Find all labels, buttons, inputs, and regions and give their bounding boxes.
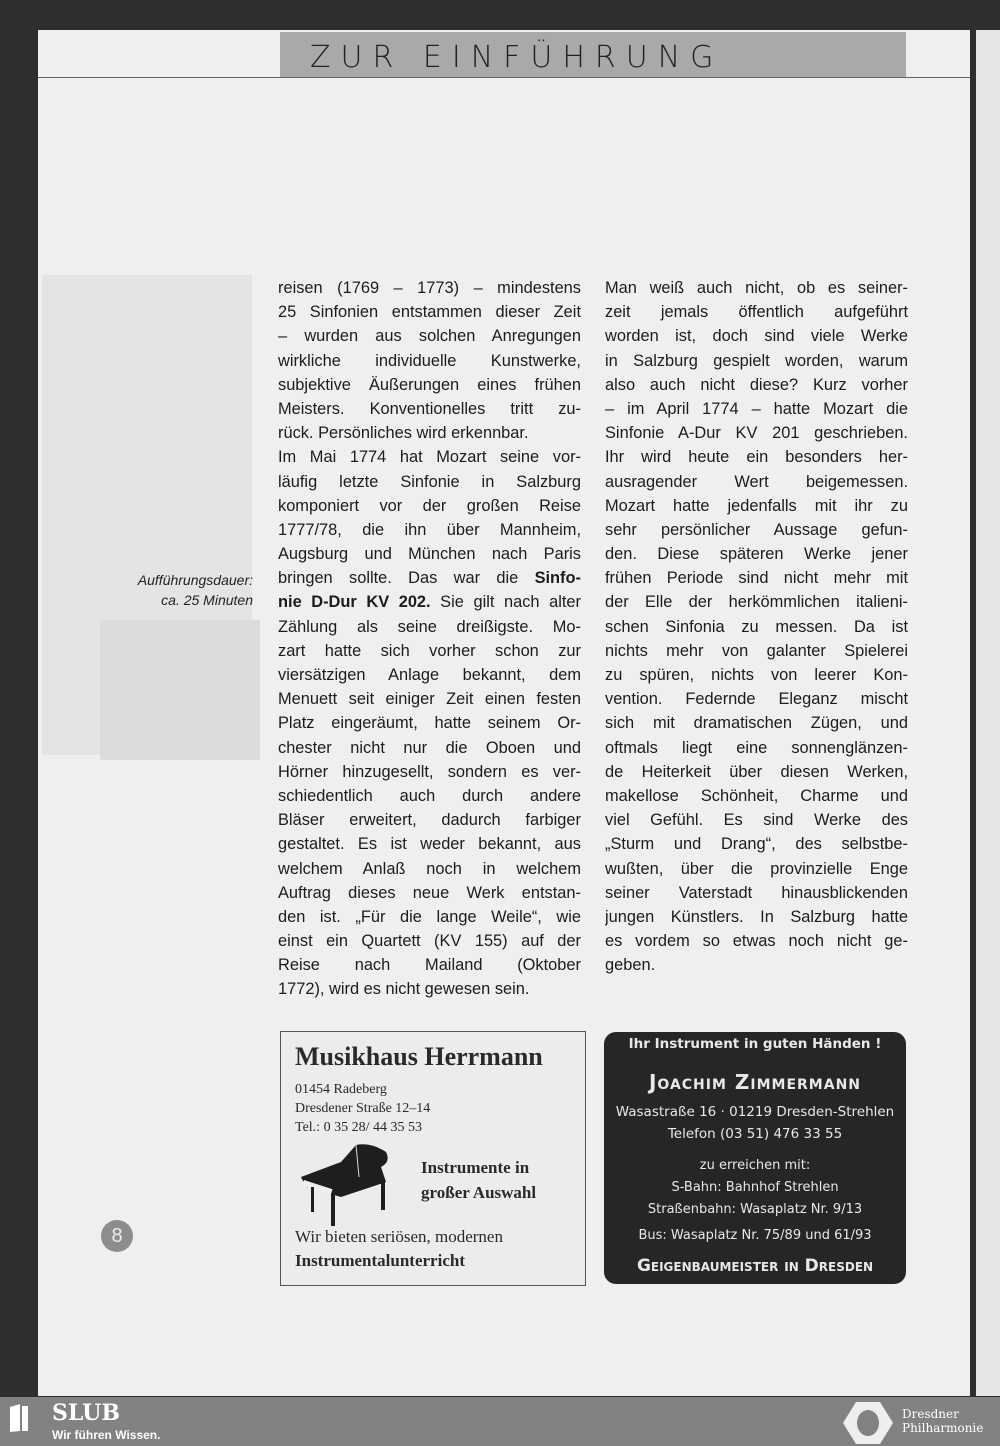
text-line (278, 494, 581, 518)
footer-bar (0, 1397, 1000, 1446)
section-header (280, 32, 906, 77)
text-segment: chester nicht nur die Oboen und (278, 738, 581, 757)
ad-reach: zu erreichen mit: (699, 1158, 811, 1173)
text-line (278, 276, 581, 300)
text-segment: viel Gefühl. Es sind Werke des (605, 811, 908, 830)
text-segment: zu spüren, nichts von leerer Kon- (605, 666, 908, 684)
text-segment: 25 Sinfonien entstammen dieser Zeit (278, 303, 581, 322)
text-segment: Ihr wird heute ein besonders her- (605, 448, 908, 467)
text-segment: Man weiß auch nicht, ob es seiner- (605, 279, 908, 297)
text-line (605, 615, 908, 639)
text-line (605, 832, 908, 856)
book-icon (8, 1403, 30, 1433)
text-segment: 1772), wird es nicht gewesen sein. (278, 980, 530, 999)
text-segment: den. Diese späteren Werke jener (605, 545, 908, 564)
text-segment: geben. (605, 956, 656, 975)
section-title: ZUR EINFÜHRUNG (310, 40, 724, 75)
text-line (278, 615, 581, 639)
text-line (278, 324, 581, 348)
text-segment: rück. Persönliches wird erkennbar. (278, 424, 529, 443)
ad-musikhaus-herrmann (280, 1031, 586, 1286)
text-line (605, 349, 908, 373)
text-line (605, 397, 908, 421)
ad-phone: Telefon (03 51) 476 33 55 (667, 1126, 843, 1142)
text-segment: worden ist, doch sind viele Werke (605, 327, 908, 346)
ad-joachim-zimmermann (604, 1032, 906, 1284)
ad-street: Dresdener Straße 12–14 (295, 1101, 431, 1116)
text-segment: Im Mai 1774 hat Mozart seine vor- (278, 448, 581, 467)
text-segment: also auch nicht diese? Kurz vorher (605, 375, 908, 394)
bold-text: nie D-Dur KV 202. (278, 593, 431, 612)
text-segment: – wurden aus solchen Anregungen (278, 327, 581, 346)
text-line (278, 373, 581, 397)
text-segment: frühen Periode sind nicht mehr mit (605, 569, 908, 588)
text-segment: der Elle der herkömmlichen italieni- (605, 593, 908, 612)
text-line (605, 808, 908, 832)
text-segment: es vordem so etwas noch nicht ge- (605, 932, 908, 951)
text-line (278, 397, 581, 421)
text-line (278, 349, 581, 373)
text-line (278, 881, 581, 905)
text-line (278, 857, 581, 881)
text-segment: Sinfonie A-Dur KV 201 geschrieben. (605, 424, 908, 443)
text-segment: 1777/78, die ihn über Mannheim, (278, 520, 581, 539)
text-segment: Meisters. Konventionelles tritt zu- (278, 399, 581, 418)
text-segment: läufig letzte Sinfonie in Salzburg (278, 472, 581, 491)
text-segment: Reise nach Mailand (Oktober (278, 956, 581, 975)
text-line (278, 590, 581, 614)
duration-value: ca. 25 Minuten (161, 592, 253, 608)
text-segment: Menuett seit einiger Zeit einen festen (278, 690, 581, 709)
text-segment: einst ein Quartett (KV 155) auf der (278, 932, 581, 951)
text-line (278, 542, 581, 566)
text-line (278, 832, 581, 856)
philharmonie-logo-icon (842, 1401, 894, 1445)
text-segment: den ist. „Für die lange Weile“, wie (278, 907, 581, 926)
text-segment: viersätzigen Anlage bekannt, dem (278, 666, 581, 684)
logo-line: Philharmonie (902, 1421, 984, 1435)
text-line (278, 929, 581, 953)
text-line (605, 373, 908, 397)
text-line (605, 566, 908, 590)
text-line (605, 590, 908, 614)
text-line (605, 276, 908, 300)
ad-city: 01454 Radeberg (295, 1082, 387, 1097)
text-line (605, 881, 908, 905)
text-line (605, 857, 908, 881)
duration-label: Aufführungsdauer: (137, 572, 253, 588)
text-line (278, 566, 581, 590)
text-segment: de Heiterkeit über diesen Werken, (605, 762, 908, 781)
text-line (278, 300, 581, 324)
bold-text: Sinfo- (534, 569, 581, 588)
text-segment: oftmals liegt eine sonnenglänzen- (605, 738, 908, 757)
text-line (605, 300, 908, 324)
offer-line: Wir bieten seriösen, modernen (295, 1227, 503, 1246)
text-segment: vention. Federnde Eleganz mischt (605, 690, 908, 709)
slogan-line: Instrumente in (421, 1158, 530, 1177)
ad-phone: Tel.: 0 35 28/ 44 35 53 (295, 1120, 422, 1135)
text-segment: nichts mehr von galanter Spielerei (605, 641, 908, 660)
text-segment: Hörner hinzugesellt, sondern es ver- (278, 762, 581, 781)
text-segment: sich mit dramatischen Zügen, und (605, 714, 908, 733)
text-segment: schen Sinfonia zu messen. Da ist (605, 617, 908, 636)
logo-line: Dresdner (902, 1407, 959, 1421)
text-column-2 (605, 276, 908, 977)
text-line (278, 663, 581, 687)
text-line (278, 905, 581, 929)
text-line (278, 808, 581, 832)
duration-note (100, 570, 253, 610)
ad-slogan (421, 1155, 536, 1205)
bleed-through-box (100, 620, 260, 760)
ad-bus: Bus: Wasaplatz Nr. 75/89 und 61/93 (638, 1228, 872, 1243)
ad-title: Musikhaus Herrmann (295, 1042, 543, 1071)
text-segment: wirkliche individuelle Kunstwerke, (278, 351, 581, 370)
text-line (605, 518, 908, 542)
text-line (605, 711, 908, 735)
ad-offer (295, 1225, 503, 1273)
slogan-line: großer Auswahl (421, 1183, 537, 1202)
text-segment: subjektive Äußerungen eines frühen (278, 375, 581, 394)
text-line (605, 663, 908, 687)
text-line (278, 470, 581, 494)
text-segment: reisen (1769 – 1773) – mindestens (278, 279, 581, 297)
text-line (278, 687, 581, 711)
text-line (605, 324, 908, 348)
text-segment: – im April 1774 – hatte Mozart die (605, 399, 908, 418)
text-line (278, 760, 581, 784)
page-number: 8 (101, 1220, 133, 1252)
text-segment: ausragender Wert beigemessen. (605, 472, 908, 491)
text-segment: Auftrag dieses neue Werk entstan- (278, 883, 581, 902)
text-line (605, 542, 908, 566)
ad-footer: Geigenbaumeister in Dresden (636, 1256, 874, 1276)
ad-address (295, 1080, 430, 1137)
slub-logo[interactable]: SLUB (52, 1400, 120, 1426)
ad-name: Joachim Zimmermann (648, 1070, 861, 1094)
text-line (278, 518, 581, 542)
header-rule (38, 77, 970, 78)
text-segment: Platz eingeräumt, hatte seinem Or- (278, 714, 581, 733)
offer-line: Instrumentalunterricht (295, 1251, 465, 1270)
ad-tagline: Ihr Instrument in guten Händen ! (628, 1036, 882, 1052)
text-line (278, 953, 581, 977)
text-line (605, 639, 908, 663)
philharmonie-logo-text (902, 1407, 983, 1435)
ad-sbahn: S-Bahn: Bahnhof Strehlen (671, 1180, 839, 1195)
text-segment: Sie gilt nach alter (430, 593, 581, 612)
text-line (278, 784, 581, 808)
text-line (605, 494, 908, 518)
text-line (278, 736, 581, 760)
text-segment: wußten, über die provinzielle Enge (605, 859, 908, 878)
ad-tram: Straßenbahn: Wasaplatz Nr. 9/13 (647, 1202, 863, 1217)
text-segment: makellose Schönheit, Charme und (605, 786, 908, 805)
text-segment: zeit jemals öffentlich aufgeführt (605, 303, 908, 322)
text-segment: Augsburg und München nach Paris (278, 545, 581, 564)
text-line (605, 470, 908, 494)
text-line (605, 445, 908, 469)
text-segment: gestaltet. Es ist weder bekannt, aus (278, 835, 581, 854)
text-line (278, 421, 581, 445)
text-line (605, 687, 908, 711)
text-segment: Mozart hatte jedenfalls mit ihr zu (605, 496, 908, 515)
text-line (605, 736, 908, 760)
text-line (605, 421, 908, 445)
text-segment: zart hatte sich vorher schon zur (278, 641, 581, 660)
text-line (278, 445, 581, 469)
text-line (605, 929, 908, 953)
text-line (605, 905, 908, 929)
text-segment: welchem Anlaß noch in welchem (278, 859, 581, 878)
text-column-1 (278, 276, 581, 1002)
text-segment: Bläser erweitert, dadurch farbiger (278, 811, 581, 830)
next-page-edge (976, 30, 1000, 1396)
text-segment: komponiert vor der großen Reise (278, 496, 581, 515)
slub-tagline: Wir führen Wissen. (52, 1428, 161, 1442)
text-segment: seiner Vaterstadt hinausblickenden (605, 883, 908, 902)
text-line (278, 977, 581, 1001)
text-line (278, 711, 581, 735)
text-segment: Zählung als seine dreißigste. Mo- (278, 617, 581, 636)
text-segment: schiedentlich auch durch andere (278, 786, 581, 805)
text-segment: in Salzburg gespielt worden, warum (605, 351, 908, 370)
ad-address: Wasastraße 16 · 01219 Dresden-Strehlen (615, 1104, 895, 1120)
text-segment: bringen sollte. Das war die (278, 569, 535, 588)
grand-piano-icon (301, 1142, 411, 1227)
text-segment: sehr persönlicher Aussage gefun- (605, 520, 908, 539)
text-line (605, 760, 908, 784)
text-segment: jungen Künstlers. In Salzburg hatte (605, 907, 908, 926)
text-line (278, 639, 581, 663)
text-segment: „Sturm und Drang“, des selbstbe- (605, 835, 908, 854)
text-line (605, 953, 908, 977)
text-line (605, 784, 908, 808)
